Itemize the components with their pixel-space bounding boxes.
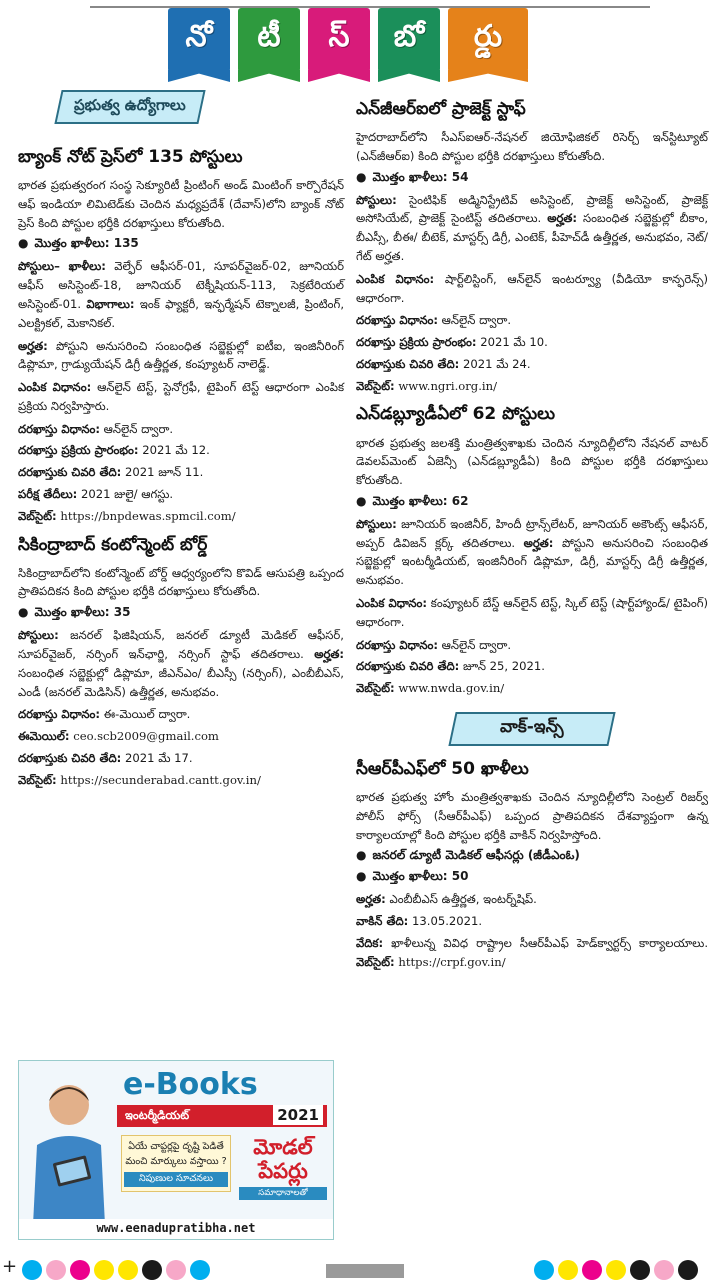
color-dot (190, 1260, 210, 1280)
article-intro: భారత ప్రభుత్వ హోం మంత్రిత్వశాఖకు చెందిన న్యూదిల్లీలోని సెంట్రల్ రిజర్వ్ పోలీస్ ఫోర్స్ (సీఆర్‌పీఎఫ్) ఒప్పంద ప్రాతిపదికన దేశవ్యాప్తంగా ఉన్న కార్యాలయాల్లో కింది పోస్టుల భర్తీకి వాకిన్ నిర్వహిస్తోంది. (356, 790, 708, 842)
article-headline: సీఆర్‌పీఎఫ్‌లో 50 ఖాళీలు (356, 758, 529, 779)
apply-mode: దరఖాస్తు విధానం: ఆన్‌లైన్ ద్వారా. (18, 421, 174, 436)
print-registration-marks (0, 1258, 724, 1280)
article-headline: బ్యాంక్ నోట్ ప్రెస్‌లో 135 పోస్టులు (18, 147, 243, 167)
article-ngri (356, 98, 708, 395)
color-dot (582, 1260, 602, 1280)
article-intro: సికింద్రాబాద్‌లోని కంటోన్మెంట్ బోర్డ్ ఆధ్వర్యంలోని కొవిడ్ ఆసుపత్రి ఒప్పంద ప్రాతిపదికన కింది పోస్టుల భర్తీకి దరఖాస్తులు కోరుతోంది. (18, 565, 344, 599)
student-illustration (25, 1075, 113, 1225)
apply-mode: దరఖాస్తు విధానం: ఆన్‌లైన్ ద్వారా. (356, 313, 512, 328)
ad-model-tag: సమాధానాలతో (239, 1187, 327, 1200)
post-name: ● జనరల్ డ్యూటీ మెడికల్ ఆఫీసర్లు (జీడీఎంఓ) (356, 848, 708, 865)
color-dot (654, 1260, 674, 1280)
article-intro: భారత ప్రభుత్వరంగ సంస్థ సెక్యూరిటీ ప్రింటింగ్ అండ్ మింటింగ్ కార్పొరేషన్ ఆఫ్ ఇండియా లిమిటెడ్‌కు చెందిన మధ్యప్రదేశ్ (దేవాస్)లోని బ్యాంక్ నోట్ ప్రెస్ కింది పోస్టుల భర్తీకి దరఖాస్తులు కోరుతోంది. (18, 178, 344, 230)
color-dot (678, 1260, 698, 1280)
website: వెబ్‌సైట్: www.nwda.gov.in/ (356, 681, 505, 696)
masthead-flag: బో (378, 8, 440, 72)
exam-dates: పరీక్ష తేదీలు: 2021 జులై/ ఆగస్టు. (18, 487, 174, 502)
apply-last-date: దరఖాస్తుకు చివరి తేది: జూన్ 25, 2021. (356, 659, 545, 674)
ebooks-advertisement[interactable] (18, 1060, 334, 1240)
apply-mode: దరఖాస్తు విధానం: ఆన్‌లైన్ ద్వారా. (356, 637, 512, 652)
masthead-flag: నో (168, 8, 230, 72)
ad-url[interactable]: www.eenadupratibha.net (19, 1219, 333, 1239)
posts-paragraph: పోస్టులు– ఖాళీలు: వెల్ఫేర్ ఆఫీసర్-01, సూపర్‌వైజర్-02, జూనియర్ ఆఫీస్ అసిస్టెంట్-18, జూనియర్ టెక్నీషియన్-113, సెక్రటేరియల్ అసిస్టెంట్-01. విభాగాలు: ఇంక్ ఫ్యాక్టరీ, ఇన్ఫర్మేషన్ టెక్నాలజీ, ప్రింటింగ్, ఎలక్ట్రికల్, మెకానికల్. (18, 259, 345, 330)
apply-mode: దరఖాస్తు విధానం: ఈ-మెయిల్ ద్వారా. (18, 707, 191, 722)
total-vacancies: ● మొత్తం ఖాళీలు: 135 (18, 236, 344, 253)
website: వెబ్‌సైట్: https://secunderabad.cantt.gov.in/ (18, 772, 261, 787)
apply-start-date: దరఖాస్తు ప్రక్రియ ప్రారంభం: 2021 మే 12. (18, 443, 210, 458)
crosshair-icon: + (2, 1256, 18, 1277)
left-column (18, 90, 344, 793)
article-nwda (356, 403, 708, 697)
ad-model-papers: మోడల్ పేపర్లు సమాధానాలతో (239, 1135, 327, 1200)
color-dot (630, 1260, 650, 1280)
ad-subtitle: ఇంటర్మీడియట్ (117, 1105, 327, 1127)
email: ఈమెయిల్: ceo.scb2009@gmail.com (18, 729, 219, 744)
apply-start-date: దరఖాస్తు ప్రక్రియ ప్రారంభం: 2021 మే 10. (356, 335, 548, 350)
selection-process: ఎంపిక విధానం: ఆన్‌లైన్ టెస్ట్, స్టెనోగ్రఫీ, టైపింగ్ టెస్ట్ ఆధారంగా ఎంపిక ప్రక్రియ నిర్వహిస్తారు. (18, 380, 345, 413)
selection-process: ఎంపిక విధానం: కంప్యూటర్ బేస్డ్ ఆన్‌లైన్ టెస్ట్, స్కిల్ టెస్ట్ (షార్ట్‌హ్యాండ్/ టైపింగ్) ఆధారంగా. (356, 596, 708, 629)
website: వెబ్‌సైట్: https://bnpdewas.spmcil.com/ (18, 508, 236, 523)
walkin-date: వాకిన్ తేది: 13.05.2021. (356, 914, 483, 929)
ad-blurb: ఏయే చాప్టర్లపై దృష్టి పెడితే మంచి మార్కులు వస్తాయి ? నిపుణుల సూచనలు (121, 1135, 231, 1192)
color-dot (534, 1260, 554, 1280)
gray-bar (326, 1264, 404, 1278)
apply-last-date: దరఖాస్తుకు చివరి తేది: 2021 మే 17. (18, 750, 193, 765)
right-column (356, 90, 708, 976)
total-vacancies: ● మొత్తం ఖాళీలు: 35 (18, 605, 344, 622)
eligibility: అర్హత: ఎంబీబీఎస్ ఉత్తీర్ణత, ఇంటర్న్‌షిప్. (356, 892, 537, 907)
notice-board-masthead (0, 0, 724, 84)
apply-last-date: దరఖాస్తుకు చివరి తేది: 2021 మే 24. (356, 356, 531, 371)
total-vacancies: ● మొత్తం ఖాళీలు: 50 (356, 869, 708, 886)
color-dot (118, 1260, 138, 1280)
total-vacancies: ● మొత్తం ఖాళీలు: 54 (356, 170, 708, 187)
website-link[interactable]: https://secunderabad.cantt.gov.in/ (60, 772, 261, 787)
website-link[interactable]: https://crpf.gov.in/ (398, 954, 506, 969)
website-link[interactable]: www.ngri.org.in/ (398, 378, 497, 393)
article-bank-note-press (18, 146, 344, 526)
color-dot (606, 1260, 626, 1280)
article-headline: ఎన్‌డబ్ల్యూడీఏలో 62 పోస్టులు (356, 404, 556, 425)
masthead-flag: స్ (308, 8, 370, 72)
eligibility: అర్హత: పోస్టుని అనుసరించి సంబంధిత సబ్జెక్టుల్లో ఐటీఐ, ఇంజినీరింగ్ డిప్లొమా, గ్రాడ్యుయేషన్ డిగ్రీ ఉత్తీర్ణత, కంప్యూటర్ నాలెడ్జ్. (18, 338, 344, 372)
website: వెబ్‌సైట్: www.ngri.org.in/ (356, 378, 497, 393)
masthead-flag: ర్డు (448, 8, 528, 72)
color-dot (166, 1260, 186, 1280)
section-tag-govt-jobs: ప్రభుత్వ ఉద్యోగాలు (54, 90, 205, 124)
article-secunderabad-cantonment (18, 534, 344, 790)
article-headline: ఎన్‌జీఆర్ఐలో ప్రాజెక్ట్ స్టాఫ్ (356, 99, 526, 119)
posts-paragraph: పోస్టులు: సైంటిఫిక్ అడ్మినిస్ట్రేటివ్ అసిస్టెంట్, ప్రాజెక్ట్ అసిస్టెంట్, ప్రాజెక్ట్ అసోసియేట్, ప్రాజెక్ట్ సైంటిస్ట్ తదితరాలు. అర్హత: సంబంధిత సబ్జెక్టుల్లో బీకాం, బీఎస్సీ, బీఈ/ బీటెక్, మాస్టర్స్ డిగ్రీ, ఎంటెక్, పీహెచ్‌డీ ఉత్తీర్ణత, అనుభవం, నెట్/ గేట్ అర్హత. (356, 192, 709, 263)
venue: వేదిక: ఖాళీలున్న వివిధ రాష్ట్రాల సీఆర్‌పీఎఫ్ హెడ్‌క్వార్టర్స్ కార్యాలయాలు. వెబ్‌సైట్: https://crpf.gov.in/ (356, 935, 709, 969)
selection-process: ఎంపిక విధానం: షార్ట్‌లిస్టింగ్, ఆన్‌లైన్ ఇంటర్వ్యూ (వీడియో కాన్ఫరెన్స్) ఆధారంగా. (356, 271, 709, 305)
color-dot (558, 1260, 578, 1280)
posts-paragraph: పోస్టులు: జనరల్ ఫిజిషియన్, జనరల్ డ్యూటీ మెడికల్ ఆఫీసర్, సూపర్‌వైజర్, నర్సింగ్ ఇన్‌ఛార్జి, నర్సింగ్ స్టాఫ్ తదితరాలు. అర్హత: సంబంధిత సబ్జెక్టుల్లో డిప్లొమా, జీఎన్ఎం/ బీఎస్సీ (నర్సింగ్), ఎంబీబీఎస్, ఎండీ (జనరల్ మెడిసిన్) ఉత్తీర్ణత, అనుభవం. (18, 628, 344, 699)
color-dot (70, 1260, 90, 1280)
website-link[interactable]: www.nwda.gov.in/ (398, 681, 505, 696)
color-dot (22, 1260, 42, 1280)
total-vacancies: ● మొత్తం ఖాళీలు: 62 (356, 494, 708, 511)
color-dot (46, 1260, 66, 1280)
ad-year: 2021 (273, 1105, 323, 1125)
section-tag-walk-ins: వాక్-ఇన్స్ (448, 712, 615, 746)
website-link[interactable]: https://bnpdewas.spmcil.com/ (60, 508, 236, 523)
color-dot (142, 1260, 162, 1280)
ad-blurb-tag: నిపుణుల సూచనలు (124, 1172, 228, 1187)
article-crpf (356, 758, 708, 972)
ad-title: e-Books (123, 1067, 258, 1102)
apply-last-date: దరఖాస్తుకు చివరి తేది: 2021 జూన్ 11. (18, 465, 204, 480)
color-dot (94, 1260, 114, 1280)
article-intro: భారత ప్రభుత్వ జలశక్తి మంత్రిత్వశాఖకు చెందిన న్యూదిల్లీలోని నేషనల్ వాటర్ డెవలప్‌మెంట్ ఏజెన్సీ (ఎన్‌డబ్ల్యూడీఏ) కింది పోస్టుల భర్తీకి దరఖాస్తులు కోరుతోంది. (356, 435, 708, 488)
posts-paragraph: పోస్టులు: జూనియర్ ఇంజినీర్, హిందీ ట్రాన్స్‌లేటర్, జూనియర్ అకౌంట్స్ ఆఫీసర్, అప్పర్ డివిజన్ క్లర్క్ తదితరాలు. అర్హత: పోస్టుని అనుసరించి సంబంధిత సబ్జెక్టుల్లో ఇంటర్మీడియట్, ఇంజినీరింగ్ డిప్లొమా, డిగ్రీ, మాస్టర్స్ డిగ్రీ ఉత్తీర్ణత, అనుభవం. (356, 516, 709, 588)
article-headline: సికింద్రాబాద్ కంటోన్మెంట్ బోర్డ్ (18, 534, 208, 555)
article-intro: హైదరాబాద్‌లోని సీఎస్ఐఆర్-నేషనల్ జియోఫిజికల్ రిసెర్చ్ ఇన్‌స్టిట్యూట్ (ఎన్‌జీఆర్ఐ) కింది పోస్టుల భర్తీకి దరఖాస్తులు కోరుతోంది. (356, 130, 708, 163)
masthead-flag: టీ (238, 8, 300, 72)
email-link[interactable]: ceo.scb2009@gmail.com (73, 729, 219, 744)
